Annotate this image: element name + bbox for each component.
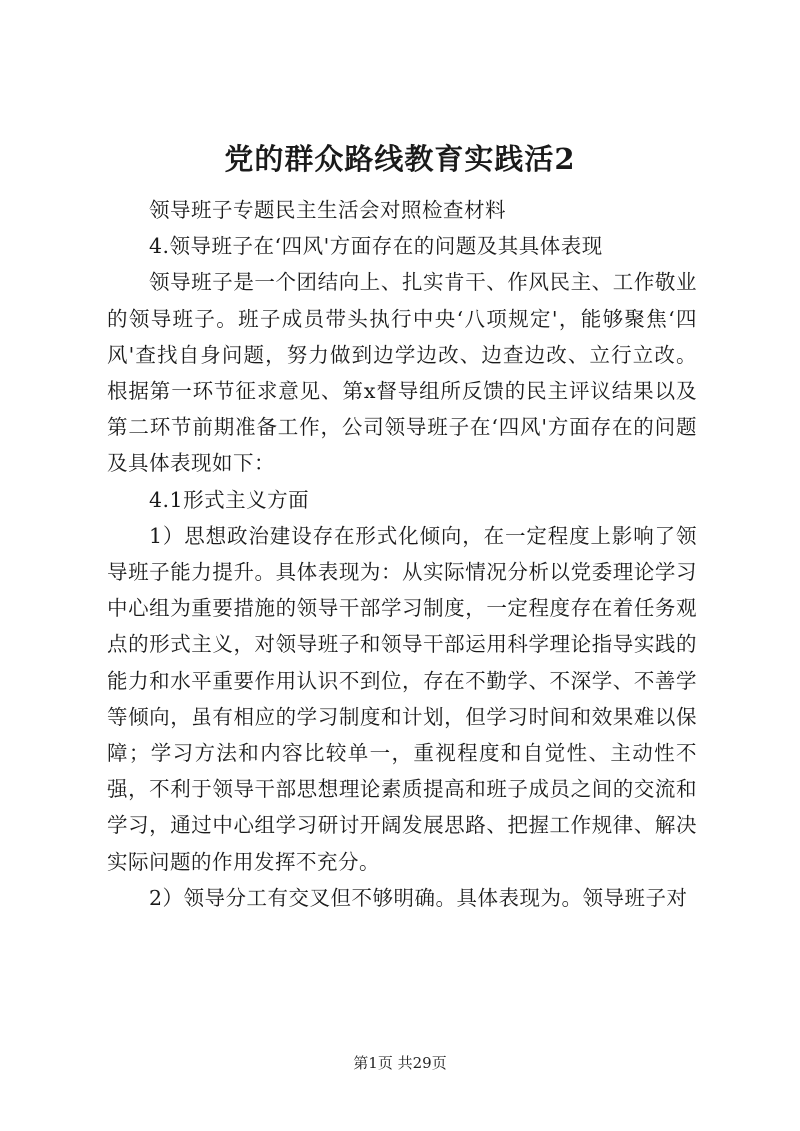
paragraph-subsection-heading: 4.1形式主义方面: [149, 487, 310, 512]
paragraph-intro: 领导班子是一个团结向上、扎实肯干、作风民主、工作敬业的领导班子。班子成员带头执行中央‘八项规定'，能够聚焦‘四风'查找自身问题，努力做到边学边改、边查边改、立行立改。根据第一环节征求意见、第x督导组所反馈的民主评议结果以及第二环节前期准备工作，公司领导班子在‘四风'方面存在的问题及具体表现如下：: [107, 270, 697, 476]
document-title: 党的群众路线教育实践活2: [224, 142, 576, 176]
paragraph-subtitle: 领导班子专题民主生活会对照检查材料: [149, 198, 506, 222]
document-body: [107, 192, 697, 916]
paragraph-item-2: 2）领导分工有交叉但不够明确。具体表现为。领导班子对: [149, 885, 688, 910]
page-number-footer: 第1页 共29页: [353, 1054, 447, 1072]
paragraph-item-1: 1）思想政治建设存在形式化倾向，在一定程度上影响了领导班子能力提升。具体表现为：从实际情况分析以党委理论学习中心组为重要措施的领导干部学习制度，一定程度存在着任务观点的形式主义，对领导班子和领导干部运用科学理论指导实践的能力和水平重要作用认识不到位，存在不勤学、不深学、不善学等倾向，虽有相应的学习制度和计划，但学习时间和效果难以保障；学习方法和内容比较单一，重视程度和自觉性、主动性不强，不利于领导干部思想理论素质提高和班子成员之间的交流和学习，通过中心组学习研讨开阔发展思路、把握工作规律、解决实际问题的作用发挥不充分。: [107, 523, 697, 874]
paragraph-section-heading: 4.领导班子在‘四风'方面存在的问题及其具体表现: [149, 234, 603, 259]
